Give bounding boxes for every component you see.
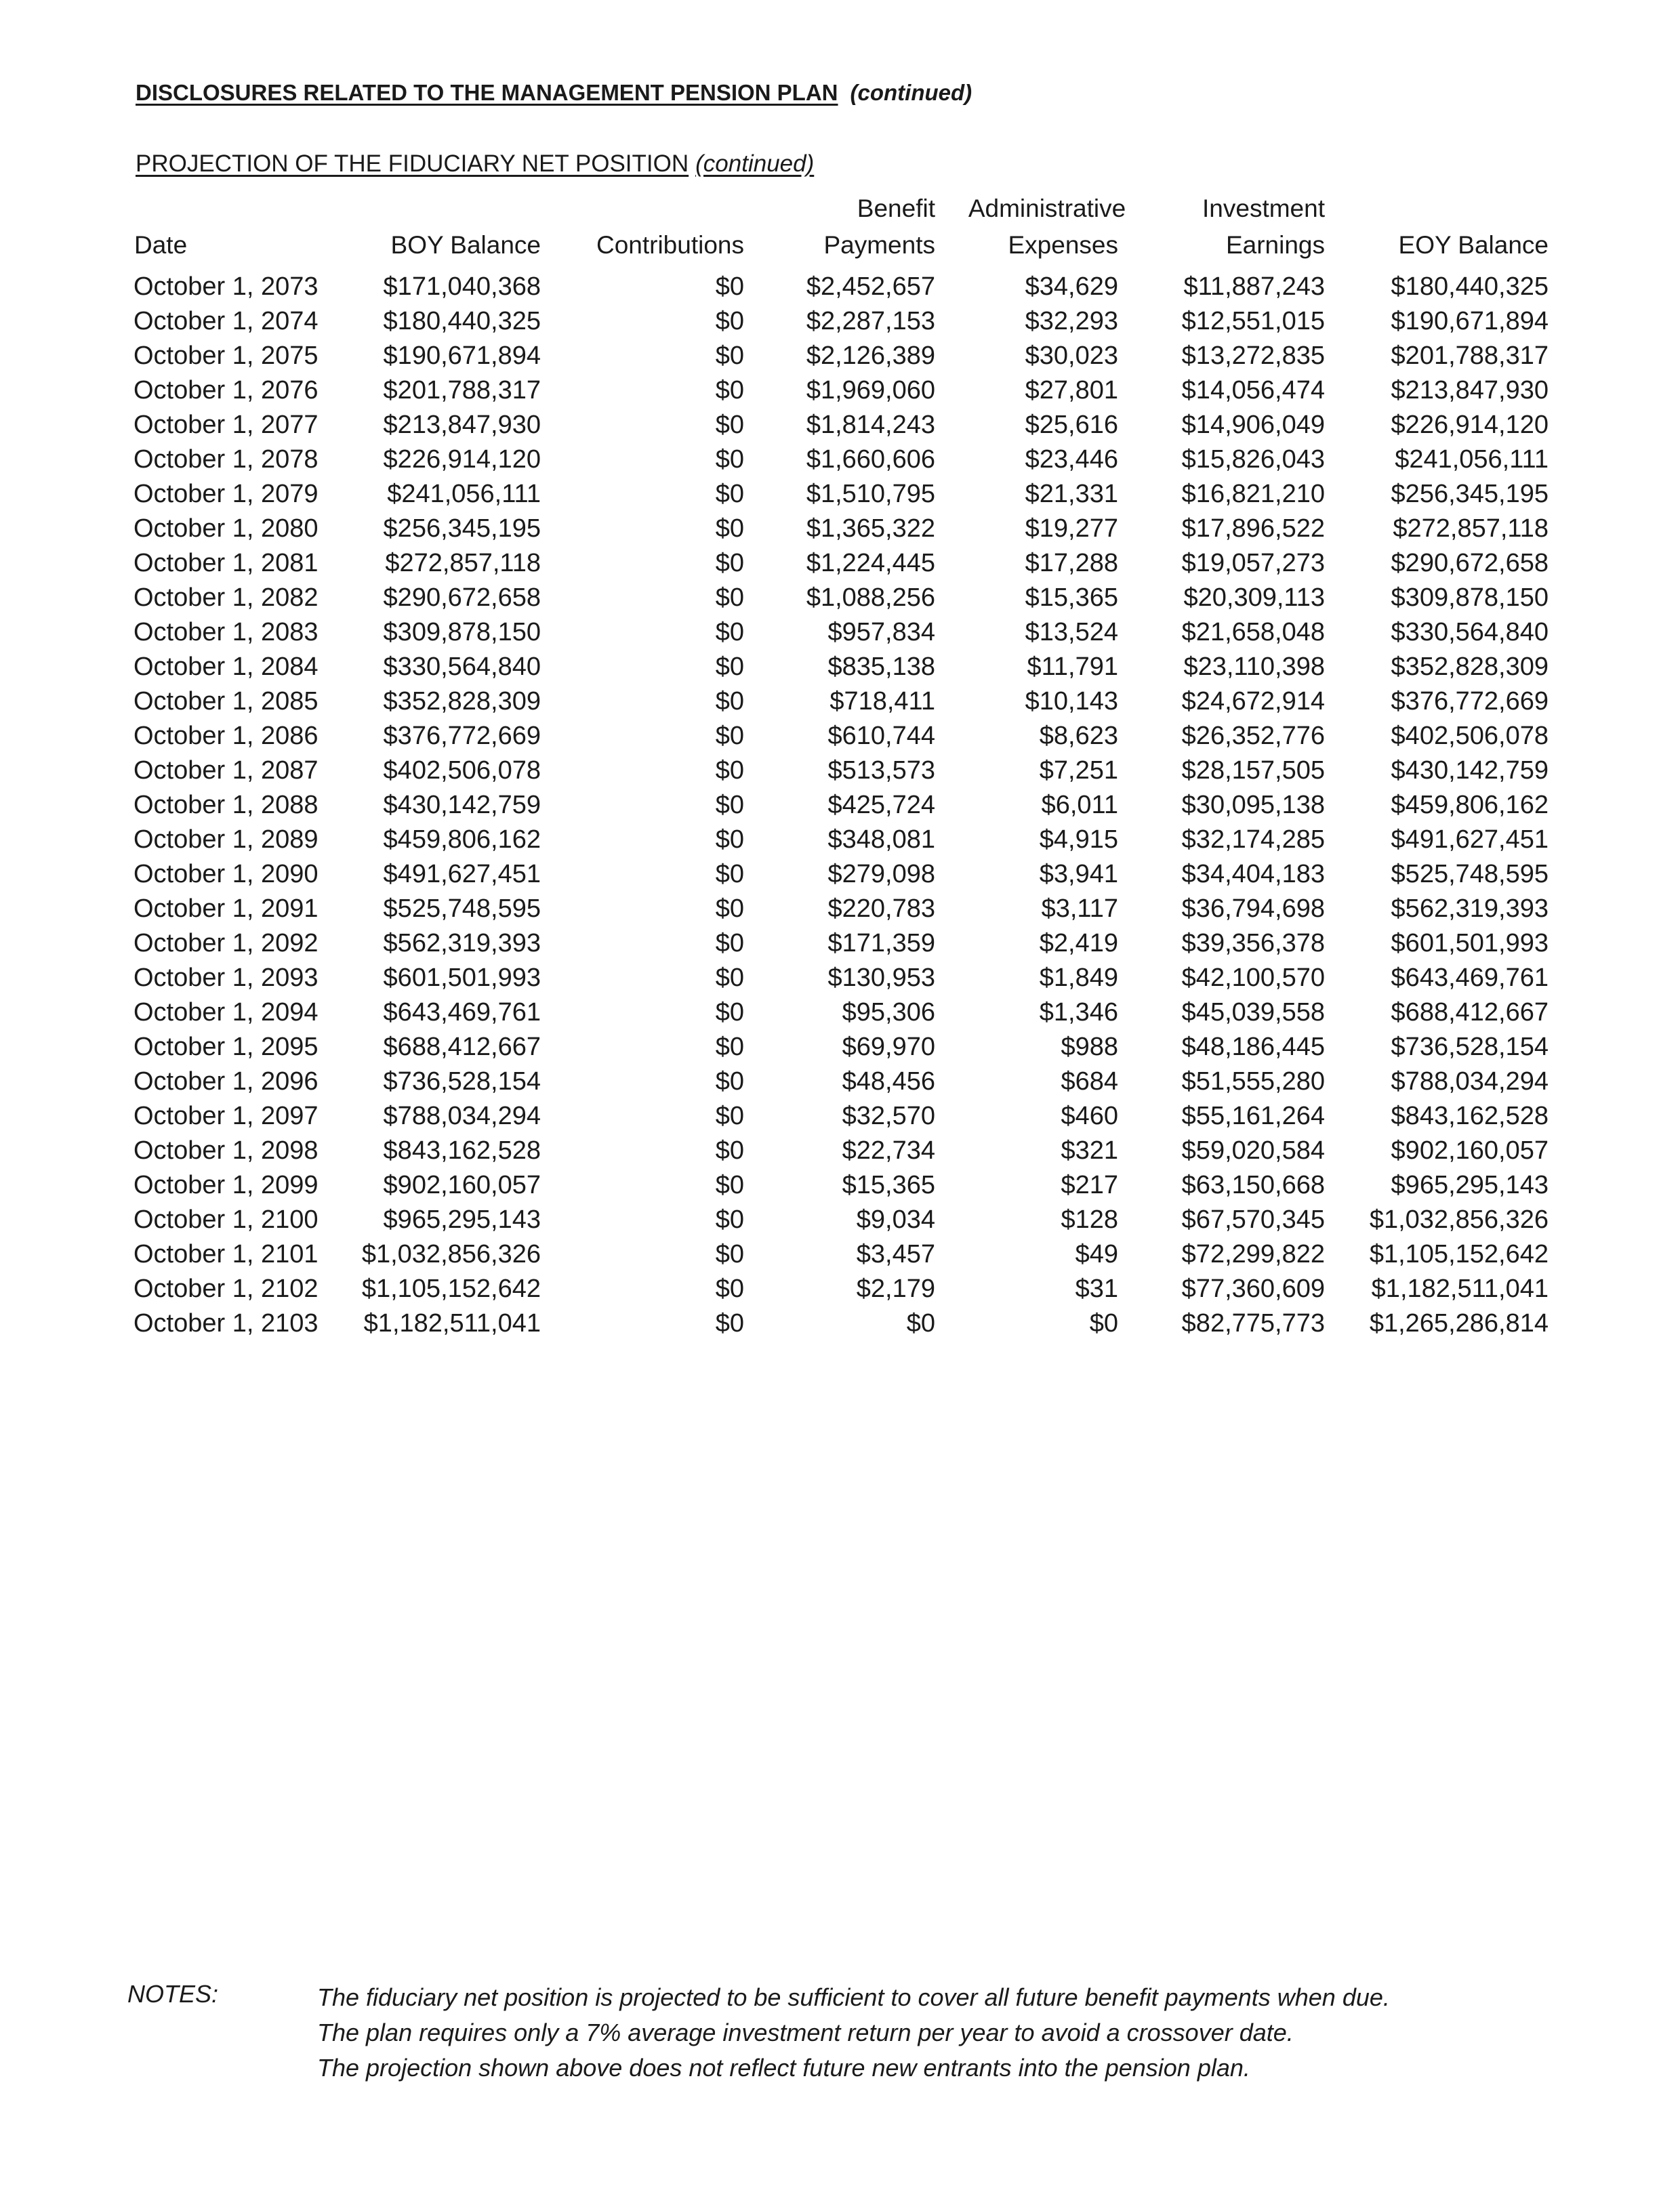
cell-boy: $330,564,840	[383, 653, 541, 681]
cell-date: October 1, 2101	[134, 1240, 319, 1268]
cell-admin: $4,915	[1039, 825, 1118, 854]
cell-date: October 1, 2102	[134, 1275, 319, 1303]
cell-benefit: $9,034	[856, 1205, 935, 1234]
note-line: The plan requires only a 7% average investment return per year to avoid a crossover date.	[317, 2019, 1294, 2046]
cell-contributions: $0	[715, 1275, 744, 1303]
cell-date: October 1, 2097	[134, 1102, 319, 1130]
table-row	[0, 1099, 1680, 1134]
table-row	[0, 1030, 1680, 1065]
table-row	[0, 926, 1680, 961]
table-row	[0, 823, 1680, 857]
table-row	[0, 857, 1680, 892]
cell-admin: $1,849	[1039, 964, 1118, 992]
cell-benefit: $425,724	[827, 791, 935, 819]
cell-eoy: $491,627,451	[1391, 825, 1549, 854]
cell-contributions: $0	[715, 929, 744, 957]
col-header-invest-line2: Earnings	[1225, 231, 1325, 259]
cell-admin: $128	[1061, 1205, 1118, 1234]
page-title-suffix: (continued)	[850, 80, 972, 105]
cell-benefit: $835,138	[827, 653, 935, 681]
cell-boy: $180,440,325	[383, 307, 541, 335]
cell-admin: $27,801	[1025, 376, 1118, 405]
col-header-contributions: Contributions	[596, 231, 744, 259]
cell-boy: $290,672,658	[383, 583, 541, 612]
cell-investment: $14,906,049	[1181, 411, 1325, 439]
cell-investment: $11,887,243	[1183, 272, 1325, 301]
cell-benefit: $348,081	[827, 825, 935, 854]
cell-admin: $988	[1061, 1033, 1118, 1061]
cell-contributions: $0	[715, 272, 744, 301]
cell-investment: $26,352,776	[1181, 722, 1325, 750]
cell-eoy: $1,032,856,326	[1369, 1205, 1549, 1234]
cell-eoy: $965,295,143	[1391, 1171, 1549, 1199]
cell-contributions: $0	[715, 1033, 744, 1061]
cell-eoy: $256,345,195	[1391, 480, 1549, 508]
cell-benefit: $2,179	[856, 1275, 935, 1303]
cell-boy: $643,469,761	[383, 998, 541, 1027]
cell-eoy: $1,265,286,814	[1369, 1309, 1549, 1338]
cell-date: October 1, 2092	[134, 929, 319, 957]
cell-eoy: $272,857,118	[1393, 514, 1549, 543]
cell-contributions: $0	[715, 342, 744, 370]
cell-eoy: $601,501,993	[1391, 929, 1549, 957]
cell-contributions: $0	[715, 860, 744, 888]
table-row	[0, 615, 1680, 650]
cell-investment: $63,150,668	[1181, 1171, 1325, 1199]
page-title-text: DISCLOSURES RELATED TO THE MANAGEMENT PENSION PLAN	[136, 80, 838, 105]
cell-admin: $11,791	[1027, 653, 1118, 681]
cell-eoy: $525,748,595	[1391, 860, 1549, 888]
cell-contributions: $0	[715, 618, 744, 646]
cell-boy: $241,056,111	[387, 480, 541, 508]
cell-boy: $525,748,595	[383, 894, 541, 923]
cell-date: October 1, 2082	[134, 583, 319, 612]
cell-admin: $13,524	[1025, 618, 1118, 646]
cell-investment: $28,157,505	[1181, 756, 1325, 785]
cell-investment: $55,161,264	[1181, 1102, 1325, 1130]
cell-date: October 1, 2093	[134, 964, 319, 992]
cell-investment: $17,896,522	[1181, 514, 1325, 543]
note-line: The projection shown above does not reflect future new entrants into the pension plan.	[317, 2054, 1250, 2082]
cell-benefit: $220,783	[827, 894, 935, 923]
cell-contributions: $0	[715, 583, 744, 612]
cell-benefit: $1,088,256	[806, 583, 935, 612]
cell-contributions: $0	[715, 1136, 744, 1165]
cell-boy: $190,671,894	[383, 342, 541, 370]
cell-boy: $201,788,317	[383, 376, 541, 405]
cell-admin: $31	[1075, 1275, 1118, 1303]
table-row	[0, 961, 1680, 995]
cell-contributions: $0	[715, 722, 744, 750]
cell-date: October 1, 2081	[134, 549, 319, 577]
cell-date: October 1, 2087	[134, 756, 319, 785]
cell-boy: $430,142,759	[383, 791, 541, 819]
col-header-admin-line2: Expenses	[1008, 231, 1118, 259]
cell-eoy: $643,469,761	[1391, 964, 1549, 992]
table-row	[0, 892, 1680, 926]
cell-date: October 1, 2098	[134, 1136, 319, 1165]
cell-boy: $352,828,309	[383, 687, 541, 716]
notes-label: NOTES:	[127, 1980, 219, 2008]
cell-date: October 1, 2083	[134, 618, 319, 646]
notes-block	[317, 1980, 1605, 2086]
cell-contributions: $0	[715, 1205, 744, 1234]
table-row	[0, 684, 1680, 719]
cell-benefit: $513,573	[827, 756, 935, 785]
cell-admin: $0	[1089, 1309, 1118, 1338]
cell-boy: $226,914,120	[383, 445, 541, 474]
cell-boy: $256,345,195	[383, 514, 541, 543]
cell-eoy: $241,056,111	[1395, 445, 1549, 474]
cell-investment: $67,570,345	[1181, 1205, 1325, 1234]
note-line: The fiduciary net position is projected to be sufficient to cover all future benefit payments when due.	[317, 1983, 1390, 2011]
cell-investment: $20,309,113	[1183, 583, 1325, 612]
cell-contributions: $0	[715, 687, 744, 716]
cell-boy: $736,528,154	[383, 1067, 541, 1096]
cell-admin: $2,419	[1039, 929, 1118, 957]
cell-benefit: $1,814,243	[806, 411, 935, 439]
cell-eoy: $190,671,894	[1391, 307, 1549, 335]
cell-admin: $30,023	[1025, 342, 1118, 370]
cell-boy: $459,806,162	[383, 825, 541, 854]
section-title	[136, 150, 814, 178]
cell-admin: $32,293	[1025, 307, 1118, 335]
cell-contributions: $0	[715, 653, 744, 681]
cell-admin: $34,629	[1025, 272, 1118, 301]
cell-benefit: $2,452,657	[806, 272, 935, 301]
cell-benefit: $2,126,389	[806, 342, 935, 370]
cell-admin: $15,365	[1025, 583, 1118, 612]
cell-benefit: $1,660,606	[806, 445, 935, 474]
table-row	[0, 373, 1680, 408]
cell-investment: $48,186,445	[1181, 1033, 1325, 1061]
cell-benefit: $1,224,445	[806, 549, 935, 577]
cell-boy: $1,032,856,326	[361, 1240, 541, 1268]
cell-investment: $82,775,773	[1181, 1309, 1325, 1338]
cell-benefit: $69,970	[842, 1033, 935, 1061]
cell-eoy: $688,412,667	[1391, 998, 1549, 1027]
cell-boy: $272,857,118	[385, 549, 541, 577]
cell-boy: $213,847,930	[383, 411, 541, 439]
cell-boy: $1,182,511,041	[363, 1309, 541, 1338]
cell-contributions: $0	[715, 1171, 744, 1199]
cell-date: October 1, 2096	[134, 1067, 319, 1096]
cell-eoy: $430,142,759	[1391, 756, 1549, 785]
cell-admin: $49	[1075, 1240, 1118, 1268]
cell-investment: $14,056,474	[1181, 376, 1325, 405]
cell-eoy: $213,847,930	[1391, 376, 1549, 405]
cell-date: October 1, 2080	[134, 514, 319, 543]
cell-boy: $402,506,078	[383, 756, 541, 785]
cell-boy: $843,162,528	[383, 1136, 541, 1165]
cell-admin: $460	[1061, 1102, 1118, 1130]
section-title-text: PROJECTION OF THE FIDUCIARY NET POSITION	[136, 150, 689, 177]
section-title-suffix: (continued)	[695, 150, 815, 177]
cell-benefit: $1,969,060	[806, 376, 935, 405]
cell-contributions: $0	[715, 480, 744, 508]
cell-contributions: $0	[715, 964, 744, 992]
cell-benefit: $48,456	[842, 1067, 935, 1096]
cell-contributions: $0	[715, 1102, 744, 1130]
cell-admin: $23,446	[1025, 445, 1118, 474]
cell-date: October 1, 2095	[134, 1033, 319, 1061]
cell-date: October 1, 2088	[134, 791, 319, 819]
cell-benefit: $1,510,795	[806, 480, 935, 508]
cell-date: October 1, 2073	[134, 272, 319, 301]
cell-eoy: $402,506,078	[1391, 722, 1549, 750]
cell-benefit: $22,734	[842, 1136, 935, 1165]
cell-date: October 1, 2075	[134, 342, 319, 370]
table-row	[0, 1237, 1680, 1272]
col-header-benefit-line2: Payments	[823, 231, 935, 259]
cell-benefit: $718,411	[829, 687, 935, 716]
cell-boy: $309,878,150	[383, 618, 541, 646]
cell-investment: $23,110,398	[1183, 653, 1325, 681]
cell-boy: $562,319,393	[383, 929, 541, 957]
cell-investment: $34,404,183	[1181, 860, 1325, 888]
cell-date: October 1, 2085	[134, 687, 319, 716]
cell-benefit: $279,098	[827, 860, 935, 888]
cell-investment: $24,672,914	[1181, 687, 1325, 716]
cell-eoy: $562,319,393	[1391, 894, 1549, 923]
cell-benefit: $171,359	[827, 929, 935, 957]
cell-admin: $3,117	[1041, 894, 1118, 923]
cell-admin: $321	[1061, 1136, 1118, 1165]
cell-admin: $17,288	[1025, 549, 1118, 577]
cell-eoy: $352,828,309	[1391, 653, 1549, 681]
cell-eoy: $788,034,294	[1391, 1067, 1549, 1096]
cell-investment: $72,299,822	[1181, 1240, 1325, 1268]
col-header-invest-line1: Investment	[1202, 194, 1325, 222]
cell-boy: $601,501,993	[383, 964, 541, 992]
cell-contributions: $0	[715, 549, 744, 577]
cell-contributions: $0	[715, 756, 744, 785]
cell-boy: $902,160,057	[383, 1171, 541, 1199]
cell-investment: $12,551,015	[1181, 307, 1325, 335]
cell-eoy: $330,564,840	[1391, 618, 1549, 646]
cell-admin: $7,251	[1039, 756, 1118, 785]
cell-benefit: $1,365,322	[806, 514, 935, 543]
cell-investment: $32,174,285	[1181, 825, 1325, 854]
cell-investment: $21,658,048	[1181, 618, 1325, 646]
cell-admin: $6,011	[1041, 791, 1118, 819]
col-header-date: Date	[134, 231, 188, 259]
cell-contributions: $0	[715, 1309, 744, 1338]
table-row	[0, 995, 1680, 1030]
cell-benefit: $95,306	[842, 998, 935, 1027]
cell-investment: $13,272,835	[1181, 342, 1325, 370]
cell-contributions: $0	[715, 445, 744, 474]
cell-eoy: $736,528,154	[1391, 1033, 1549, 1061]
cell-benefit: $130,953	[827, 964, 935, 992]
cell-date: October 1, 2089	[134, 825, 319, 854]
cell-boy: $965,295,143	[383, 1205, 541, 1234]
table-row	[0, 719, 1680, 754]
cell-date: October 1, 2091	[134, 894, 319, 923]
table-row	[0, 304, 1680, 339]
cell-date: October 1, 2099	[134, 1171, 319, 1199]
cell-eoy: $376,772,669	[1391, 687, 1549, 716]
cell-eoy: $180,440,325	[1391, 272, 1549, 301]
cell-benefit: $0	[906, 1309, 935, 1338]
cell-admin: $10,143	[1025, 687, 1118, 716]
table-row	[0, 1065, 1680, 1099]
cell-eoy: $226,914,120	[1391, 411, 1549, 439]
table-row	[0, 546, 1680, 581]
cell-admin: $21,331	[1025, 480, 1118, 508]
cell-contributions: $0	[715, 514, 744, 543]
col-header-admin-line1: Administrative	[968, 194, 1126, 222]
table-row	[0, 754, 1680, 788]
cell-eoy: $459,806,162	[1391, 791, 1549, 819]
cell-eoy: $843,162,528	[1391, 1102, 1549, 1130]
cell-benefit: $3,457	[856, 1240, 935, 1268]
cell-boy: $171,040,368	[383, 272, 541, 301]
cell-admin: $217	[1061, 1171, 1118, 1199]
cell-eoy: $290,672,658	[1391, 549, 1549, 577]
cell-date: October 1, 2078	[134, 445, 319, 474]
cell-boy: $491,627,451	[383, 860, 541, 888]
table-row	[0, 1272, 1680, 1306]
cell-boy: $1,105,152,642	[361, 1275, 541, 1303]
cell-admin: $3,941	[1039, 860, 1118, 888]
cell-contributions: $0	[715, 411, 744, 439]
cell-admin: $8,623	[1039, 722, 1118, 750]
cell-admin: $19,277	[1025, 514, 1118, 543]
cell-investment: $45,039,558	[1181, 998, 1325, 1027]
cell-admin: $684	[1061, 1067, 1118, 1096]
cell-investment: $19,057,273	[1181, 549, 1325, 577]
cell-eoy: $1,105,152,642	[1369, 1240, 1549, 1268]
cell-admin: $1,346	[1039, 998, 1118, 1027]
table-row	[0, 477, 1680, 512]
cell-eoy: $201,788,317	[1391, 342, 1549, 370]
cell-boy: $788,034,294	[383, 1102, 541, 1130]
cell-investment: $39,356,378	[1181, 929, 1325, 957]
cell-investment: $77,360,609	[1181, 1275, 1325, 1303]
cell-eoy: $1,182,511,041	[1371, 1275, 1549, 1303]
projection-table	[0, 270, 1680, 1341]
cell-date: October 1, 2084	[134, 653, 319, 681]
cell-benefit: $15,365	[842, 1171, 935, 1199]
cell-date: October 1, 2076	[134, 376, 319, 405]
cell-date: October 1, 2100	[134, 1205, 319, 1234]
cell-investment: $51,555,280	[1181, 1067, 1325, 1096]
col-header-benefit-line1: Benefit	[857, 194, 935, 222]
table-row	[0, 1306, 1680, 1341]
cell-benefit: $32,570	[842, 1102, 935, 1130]
cell-contributions: $0	[715, 376, 744, 405]
table-row	[0, 408, 1680, 442]
cell-contributions: $0	[715, 1240, 744, 1268]
cell-eoy: $309,878,150	[1391, 583, 1549, 612]
table-row	[0, 339, 1680, 373]
col-header-eoy: EOY Balance	[1398, 231, 1549, 259]
cell-contributions: $0	[715, 894, 744, 923]
cell-date: October 1, 2077	[134, 411, 319, 439]
cell-contributions: $0	[715, 1067, 744, 1096]
cell-investment: $36,794,698	[1181, 894, 1325, 923]
cell-date: October 1, 2074	[134, 307, 319, 335]
cell-investment: $30,095,138	[1181, 791, 1325, 819]
cell-date: October 1, 2086	[134, 722, 319, 750]
cell-date: October 1, 2079	[134, 480, 319, 508]
cell-investment: $16,821,210	[1181, 480, 1325, 508]
cell-date: October 1, 2090	[134, 860, 319, 888]
cell-contributions: $0	[715, 307, 744, 335]
cell-contributions: $0	[715, 825, 744, 854]
cell-boy: $376,772,669	[383, 722, 541, 750]
cell-contributions: $0	[715, 791, 744, 819]
page-title	[136, 80, 972, 106]
cell-benefit: $957,834	[827, 618, 935, 646]
table-row	[0, 650, 1680, 684]
table-row	[0, 512, 1680, 546]
table-row	[0, 581, 1680, 615]
cell-date: October 1, 2103	[134, 1309, 319, 1338]
cell-boy: $688,412,667	[383, 1033, 541, 1061]
cell-investment: $42,100,570	[1181, 964, 1325, 992]
cell-date: October 1, 2094	[134, 998, 319, 1027]
cell-investment: $59,020,584	[1181, 1136, 1325, 1165]
table-row	[0, 788, 1680, 823]
col-header-boy: BOY Balance	[390, 231, 541, 259]
cell-benefit: $2,287,153	[806, 307, 935, 335]
cell-admin: $25,616	[1025, 411, 1118, 439]
table-row	[0, 1134, 1680, 1168]
table-row	[0, 270, 1680, 304]
cell-investment: $15,826,043	[1181, 445, 1325, 474]
cell-eoy: $902,160,057	[1391, 1136, 1549, 1165]
cell-contributions: $0	[715, 998, 744, 1027]
table-row	[0, 442, 1680, 477]
cell-benefit: $610,744	[827, 722, 935, 750]
table-row	[0, 1168, 1680, 1203]
table-row	[0, 1203, 1680, 1237]
